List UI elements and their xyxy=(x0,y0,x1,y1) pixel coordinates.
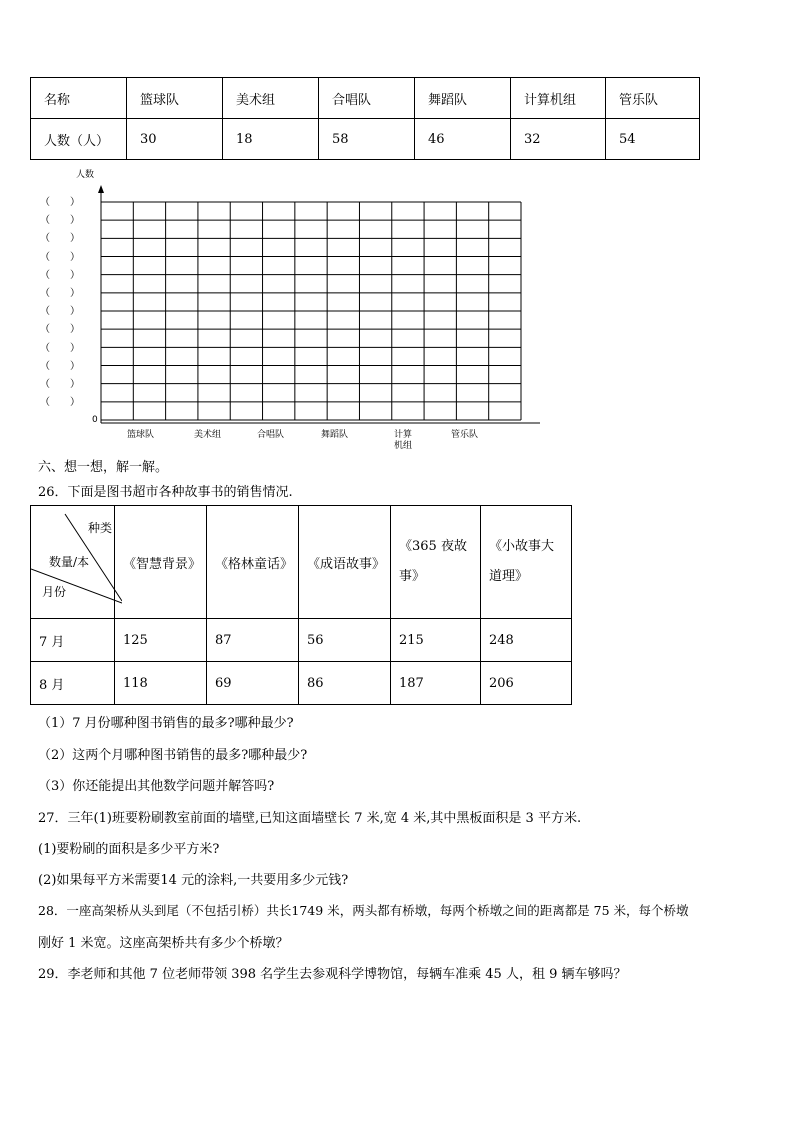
blank-tick-label: （ ） xyxy=(40,269,80,281)
book-title-line-1: 《小故事大 xyxy=(489,539,555,554)
table-cell: 56 xyxy=(299,619,391,662)
table-cell: 248 xyxy=(481,619,572,662)
x-label-dance: 舞蹈队 xyxy=(321,430,349,440)
table-cell: 87 xyxy=(207,619,299,662)
table-cell: 美术组 xyxy=(223,78,319,119)
corner-cell xyxy=(31,506,115,619)
blank-tick-label: （ ） xyxy=(40,197,80,208)
table-cell: 54 xyxy=(606,119,700,160)
x-label-computer-1: 计算 xyxy=(394,430,413,440)
table-cell: 舞蹈队 xyxy=(415,78,511,119)
table-header-cell: 《格林童话》 xyxy=(207,506,299,619)
chart-grid xyxy=(0,160,560,455)
table-cell: 86 xyxy=(299,662,391,705)
grid-lines xyxy=(101,202,521,420)
table-cell: 69 xyxy=(207,662,299,705)
x-label-band: 管乐队 xyxy=(451,430,479,440)
corner-middle: 数量/本 xyxy=(49,555,90,569)
table-cell: 18 xyxy=(223,119,319,160)
q28-line-2: 刚好 1 米宽。这座高架桥共有多少个桥墩？ xyxy=(38,936,289,951)
table-cell: 管乐队 xyxy=(606,78,700,119)
table-header-cell: 《智慧背景》 xyxy=(115,506,207,619)
q29-text: 29．李老师和其他 7 位老师带领 398 名学生去参观科学博物馆，每辆车准乘 45 人，租 9 辆车够吗？ xyxy=(38,967,627,982)
blank-tick-label: （ ） xyxy=(40,342,80,354)
x-label-choir: 合唱队 xyxy=(257,430,285,440)
blank-tick-label: （ ） xyxy=(40,288,80,299)
table-row xyxy=(31,78,700,119)
table-row xyxy=(31,119,700,160)
blank-tick-label: （ ） xyxy=(40,251,80,263)
table-row xyxy=(31,662,572,705)
corner-top: 种类 xyxy=(88,521,113,535)
table-cell: 58 xyxy=(319,119,415,160)
q26-sub-3: （3）你还能提出其他数学问题并解答吗? xyxy=(38,779,275,794)
blank-tick-label: （ ） xyxy=(40,215,80,227)
x-label-art: 美术组 xyxy=(194,430,222,440)
x-label-computer-2: 机组 xyxy=(394,441,413,451)
q27-sub-2: (2)如果每平方米需要14 元的涂料,一共要用多少元钱? xyxy=(38,873,349,888)
month-cell: 7 月 xyxy=(31,619,115,662)
q28-line-1: 28．一座高架桥从头到尾（不包括引桥）共长1749 米，两头都有桥墩，每两个桥墩之间的距离都是 75 米，每个桥墩 xyxy=(38,903,689,918)
q27-text: 27．三年(1)班要粉刷教室前面的墙壁,已知这面墙壁长 7 米,宽 4 米,其中黑板面积是 3 平方米. xyxy=(38,811,582,826)
q26-text: 26．下面是图书超市各种故事书的销售情况. xyxy=(38,485,293,500)
table-cell: 合唱队 xyxy=(319,78,415,119)
table-header-cell xyxy=(391,506,481,619)
corner-bottom: 月份 xyxy=(42,585,67,599)
blank-tick-label: （ ） xyxy=(40,379,80,390)
table-cell: 计算机组 xyxy=(511,78,606,119)
blank-tick-label: （ ） xyxy=(40,306,80,318)
q27-sub-1: (1)要粉刷的面积是多少平方米? xyxy=(38,842,220,857)
section-title: 六、想一想，解一解。 xyxy=(38,460,169,475)
table-header-cell: 《成语故事》 xyxy=(299,506,391,619)
book-title-line-2: 事》 xyxy=(399,569,426,584)
blank-tick-label: （ ） xyxy=(40,360,80,372)
table-row xyxy=(31,506,572,619)
table-cell: 30 xyxy=(127,119,223,160)
month-cell: 8 月 xyxy=(31,662,115,705)
table-cell: 名称 xyxy=(31,78,127,119)
blank-tick-label: （ ） xyxy=(40,397,80,409)
y-axis-arrow xyxy=(98,185,104,193)
table-cell: 125 xyxy=(115,619,207,662)
table-cell: 187 xyxy=(391,662,481,705)
table-cell: 32 xyxy=(511,119,606,160)
book-title-line-2: 道理》 xyxy=(489,569,529,584)
blank-tick-label: （ ） xyxy=(40,233,80,245)
book-title-line-1: 《365 夜故 xyxy=(399,539,467,554)
q26-sub-1: （1）7 月份哪种图书销售的最多?哪种最少? xyxy=(38,716,294,731)
x-label-basketball: 篮球队 xyxy=(127,430,155,440)
table-cell: 篮球队 xyxy=(127,78,223,119)
book-sales-table xyxy=(30,505,572,705)
table-cell: 215 xyxy=(391,619,481,662)
table-row xyxy=(31,619,572,662)
origin-label: 0 xyxy=(92,415,98,425)
club-table xyxy=(30,77,700,160)
blank-chart xyxy=(0,160,560,455)
q26-sub-2: （2）这两个月哪种图书销售的最多?哪种最少? xyxy=(38,748,308,763)
table-header-cell xyxy=(481,506,572,619)
table-cell: 118 xyxy=(115,662,207,705)
y-axis-label: 人数 xyxy=(76,170,95,180)
table-cell: 人数（人） xyxy=(31,119,127,160)
table-cell: 46 xyxy=(415,119,511,160)
blank-tick-label: （ ） xyxy=(40,324,80,336)
table-cell: 206 xyxy=(481,662,572,705)
